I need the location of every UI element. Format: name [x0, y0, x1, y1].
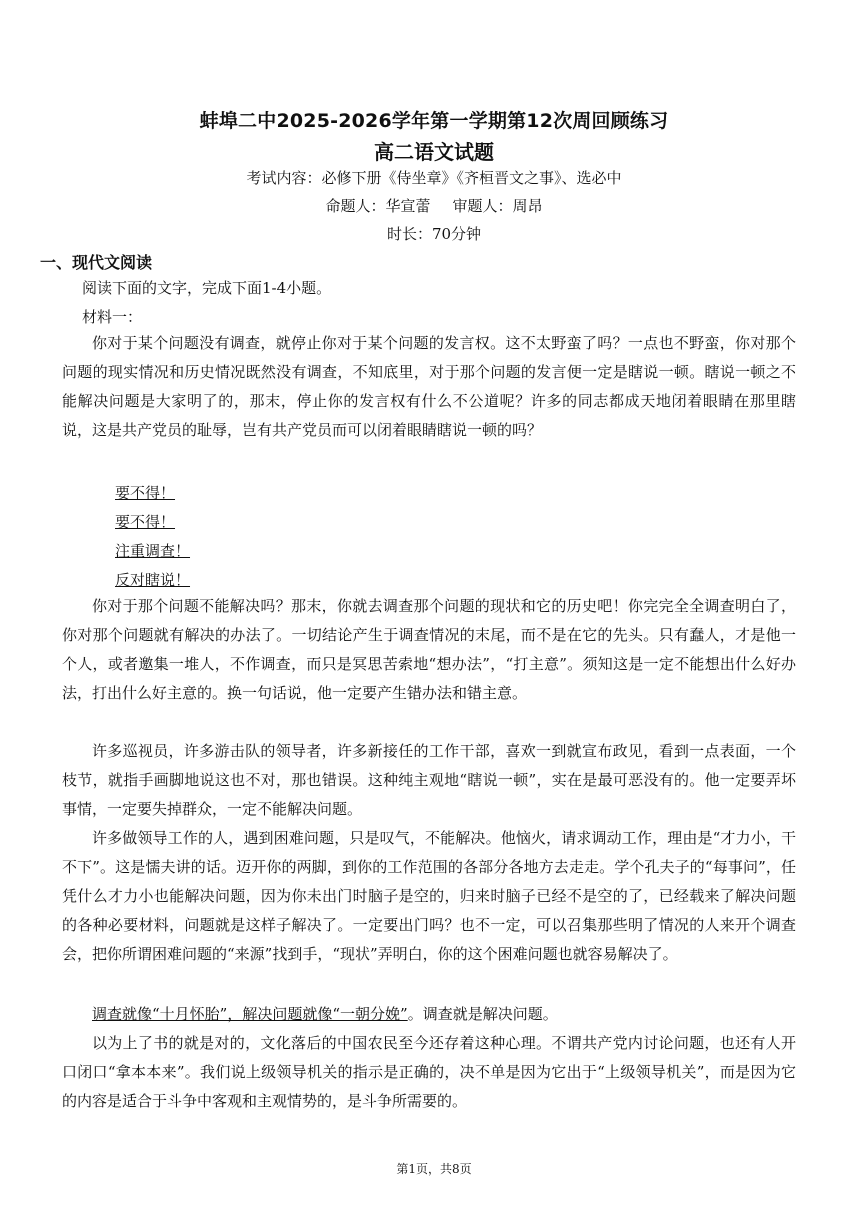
paragraph-5-text: [62, 1000, 796, 1029]
paragraph-3-text: 许多巡视员，许多游击队的领导者，许多新接任的工作干部，喜欢一到就宣布政见，看到一点表面，一个枝节，就指手画脚地说这也不对，那也错误。这种纯主观地“瞎说一顿”，实在是最可恶没有的。他一定要弄坏事情，一定要失掉群众，一定不能解决问题。: [62, 742, 796, 818]
paragraph-1-text: 你对于某个问题没有调查，就停止你对于某个问题的发言权。这不太野蛮了吗？一点也不野蛮，你对那个问题的现实情况和历史情况既然没有调查，不知底里，对于那个问题的发言便一定是瞎说一顿。瞎说一顿之不能解决问题是大家明了的，那末，停止你的发言权有什么不公道呢？许多的同志都成天地闭着眼睛在那里瞎说，这是共产党员的耻辱，岂有共产党员而可以闭着眼睛瞎说一顿的吗？: [62, 334, 796, 439]
exam-subtitle: 高二语文试题: [374, 140, 494, 164]
exam-duration: 时长：70分钟: [386, 225, 482, 243]
paragraph-5: [62, 1000, 796, 1029]
paragraph-6-text: 以为上了书的就是对的，文化落后的中国农民至今还存着这种心理。不谓共产党内讨论问题，也还有人开口闭口“拿本本来”。我们说上级领导机关的指示是正确的，决不单是因为它出于“上级领导机关”，而是因为它的内容是适合于斗争中客观和主观情势的，是斗争所需要的。: [62, 1034, 796, 1110]
slogan-1: 要不得！: [115, 484, 176, 502]
material-label: 材料一：: [82, 308, 143, 326]
exam-title: 蚌埠二中2025-2026学年第一学期第12次周回顾练习: [199, 110, 669, 132]
paragraph-4-text: 许多做领导工作的人，遇到困难问题，只是叹气，不能解决。他恼火，请求调动工作，理由是“才力小，干不下”。这是懦夫讲的话。迈开你的两脚，到你的工作范围的各部分各地方去走走。学个孔夫子的“每事问”，任凭什么才力小也能解决问题，因为你未出门时脑子是空的，归来时脑子已经不是空的了，已经载来了解决问题的各种必要材料，问题就是这样子解决了。一定要出门吗？也不一定，可以召集那些明了情况的人来开个调查会，把你所谓困难问题的“来源”找到手，“现状”弄明白，你的这个困难问题也就容易解决了。: [62, 829, 796, 963]
paragraph-2: [62, 592, 796, 708]
slogan-3: 注重调查！: [115, 542, 191, 560]
exam-content-scope: 考试内容：必修下册《侍坐章》《齐桓晋文之事》、选必中: [246, 169, 622, 187]
paragraph-3: [62, 737, 796, 824]
paragraph-6: [62, 1029, 796, 1116]
underlined-analogy: 调查就像“十月怀胎”，解决问题就像“一朝分娩”: [92, 1005, 408, 1023]
exam-authors: [0, 195, 868, 216]
slogan-4: 反对瞎说！: [115, 571, 191, 589]
section-heading: 一、现代文阅读: [40, 253, 153, 272]
slogan-2: 要不得！: [115, 513, 176, 531]
page-number: 第1页，共8页: [396, 1162, 472, 1176]
setter-name: 命题人：华宣蕾: [325, 197, 431, 215]
paragraph-4: [62, 824, 796, 969]
paragraph-2-text: 你对于那个问题不能解决吗？那末，你就去调查那个问题的现状和它的历史吧！你完完全全调查明白了，你对那个问题就有解决的办法了。一切结论产生于调查情况的末尾，而不是在它的先头。只有蠢人，才是他一个人，或者邀集一堆人，不作调查，而只是冥思苦索地“想办法”，“打主意”。须知这是一定不能想出什么好办法，打出什么好主意的。换一句话说，他一定要产生错办法和错主意。: [62, 597, 796, 702]
paragraph-1: [62, 329, 796, 445]
reviewer-name: 审题人：周昂: [452, 197, 543, 215]
reading-instruction: 阅读下面的文字，完成下面1-4小题。: [82, 279, 332, 297]
paragraph-5-rest: 。调查就是解决问题。: [407, 1005, 558, 1023]
